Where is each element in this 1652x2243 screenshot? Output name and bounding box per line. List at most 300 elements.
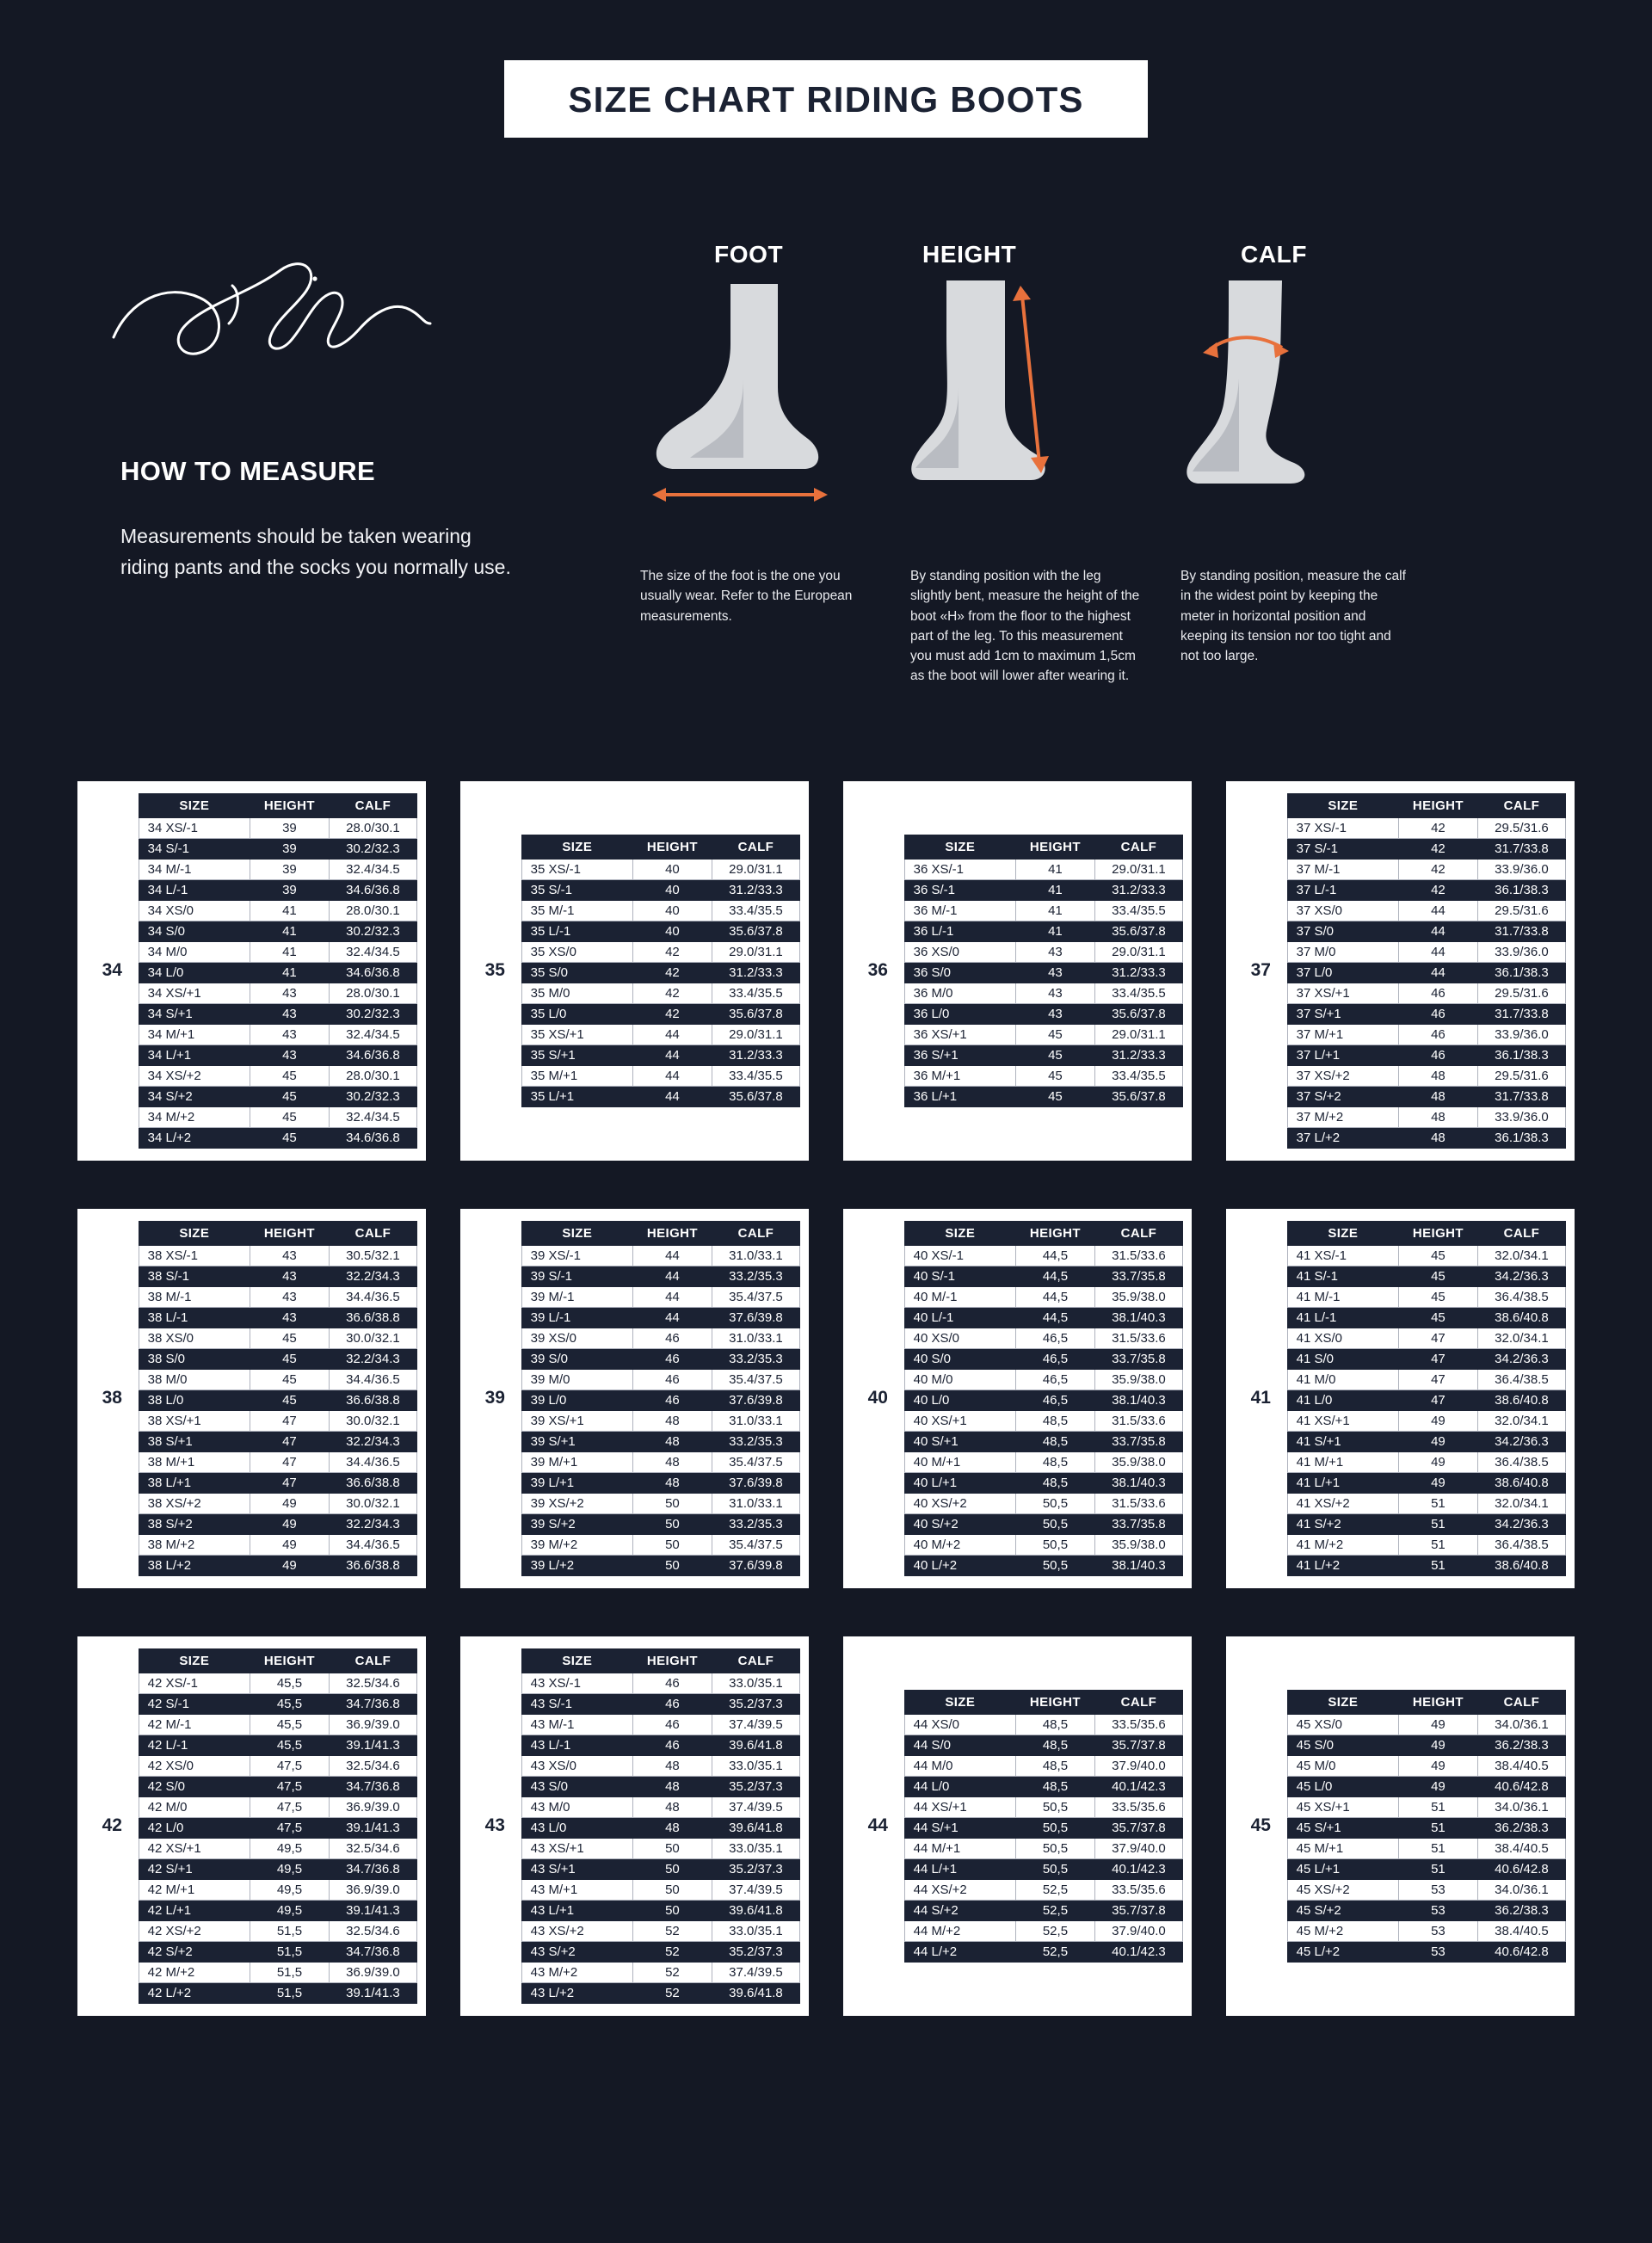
table-cell: 40: [632, 879, 712, 900]
table-cell: 36 M/+1: [904, 1065, 1015, 1086]
table-cell: 52,5: [1015, 1879, 1094, 1900]
table-cell: 37 S/+2: [1287, 1086, 1398, 1106]
table-cell: 44 L/+2: [904, 1941, 1015, 1962]
table-row: [904, 962, 1182, 983]
table-cell: 37.4/39.5: [712, 1962, 799, 1982]
table-row: [521, 1266, 799, 1286]
table-cell: 45,5: [250, 1735, 329, 1755]
table-cell: 47,5: [250, 1796, 329, 1817]
table-cell: 33.2/35.3: [712, 1513, 799, 1534]
table-cell: 40.1/42.3: [1094, 1858, 1182, 1879]
table-cell: 45: [1398, 1245, 1477, 1266]
table-cell: 48: [632, 1776, 712, 1796]
size-table: [904, 835, 1183, 1107]
table-cell: 31.0/33.1: [712, 1410, 799, 1431]
table-cell: 31.2/33.3: [712, 1044, 799, 1065]
table-row: [904, 1390, 1182, 1410]
table-row: [904, 1858, 1182, 1879]
table-cell: 32.2/34.3: [329, 1431, 416, 1451]
size-table-label: 35: [484, 960, 505, 980]
table-cell: 39 L/0: [521, 1390, 632, 1410]
table-cell: 37.4/39.5: [712, 1714, 799, 1735]
table-cell: 45 L/+2: [1287, 1941, 1398, 1962]
table-cell: 38 L/+2: [139, 1555, 250, 1575]
table-row: [1287, 1431, 1565, 1451]
table-cell: 50,5: [1015, 1838, 1094, 1858]
table-row: [139, 1266, 416, 1286]
column-header: CALF: [712, 1648, 799, 1673]
table-row: [1287, 1245, 1565, 1266]
table-cell: 41 L/0: [1287, 1390, 1398, 1410]
table-cell: 36.9/39.0: [329, 1714, 416, 1735]
table-cell: 39 M/-1: [521, 1286, 632, 1307]
table-row: [904, 1266, 1182, 1286]
table-cell: 45 S/0: [1287, 1735, 1398, 1755]
table-cell: 42 S/+2: [139, 1941, 250, 1962]
table-cell: 36 S/-1: [904, 879, 1015, 900]
column-header: HEIGHT: [1015, 835, 1094, 859]
table-row: [1287, 1065, 1565, 1086]
size-table-label: 34: [102, 960, 122, 980]
size-table: [1287, 793, 1566, 1149]
table-row: [904, 1024, 1182, 1044]
table-row: [521, 1555, 799, 1575]
table-cell: 44,5: [1015, 1307, 1094, 1328]
size-table: [139, 1648, 417, 2004]
table-cell: 40: [632, 859, 712, 879]
table-cell: 33.4/35.5: [1094, 900, 1182, 921]
table-row: [1287, 1348, 1565, 1369]
table-cell: 35.6/37.8: [712, 1003, 799, 1024]
table-row: [904, 1307, 1182, 1328]
table-row: [1287, 1879, 1565, 1900]
table-cell: 51: [1398, 1513, 1477, 1534]
table-cell: 49,5: [250, 1900, 329, 1920]
table-cell: 33.7/35.8: [1094, 1348, 1182, 1369]
table-cell: 31.7/33.8: [1477, 838, 1565, 859]
table-cell: 45 XS/0: [1287, 1714, 1398, 1735]
table-cell: 41 XS/+1: [1287, 1410, 1398, 1431]
table-cell: 52: [632, 1920, 712, 1941]
table-cell: 33.9/36.0: [1477, 941, 1565, 962]
table-cell: 40.6/42.8: [1477, 1776, 1565, 1796]
table-row: [1287, 1513, 1565, 1534]
table-cell: 35.9/38.0: [1094, 1286, 1182, 1307]
table-header-row: [139, 1221, 416, 1245]
table-cell: 34 XS/-1: [139, 817, 250, 838]
table-row: [1287, 1266, 1565, 1286]
table-cell: 36.2/38.3: [1477, 1900, 1565, 1920]
table-cell: 45 XS/+2: [1287, 1879, 1398, 1900]
size-table-block: [843, 1636, 1192, 2016]
table-cell: 39.6/41.8: [712, 1982, 799, 2003]
table-cell: 38 L/0: [139, 1390, 250, 1410]
table-cell: 47,5: [250, 1755, 329, 1776]
table-cell: 43 XS/-1: [521, 1673, 632, 1693]
table-header-row: [904, 835, 1182, 859]
table-cell: 35.4/37.5: [712, 1534, 799, 1555]
table-row: [139, 1307, 416, 1328]
table-row: [139, 859, 416, 879]
table-cell: 42 XS/+2: [139, 1920, 250, 1941]
table-cell: 37 M/0: [1287, 941, 1398, 962]
table-cell: 37 L/0: [1287, 962, 1398, 983]
table-cell: 33.2/35.3: [712, 1348, 799, 1369]
table-cell: 41 M/+1: [1287, 1451, 1398, 1472]
column-header: HEIGHT: [1398, 1690, 1477, 1714]
table-cell: 29.5/31.6: [1477, 1065, 1565, 1086]
size-table-block: [1226, 781, 1575, 1161]
table-cell: 39: [250, 817, 329, 838]
table-cell: 50: [632, 1513, 712, 1534]
table-cell: 30.2/32.3: [329, 921, 416, 941]
table-header-row: [139, 1648, 416, 1673]
column-header: HEIGHT: [250, 1221, 329, 1245]
table-cell: 36.4/38.5: [1477, 1369, 1565, 1390]
table-row: [139, 1900, 416, 1920]
table-cell: 31.2/33.3: [712, 962, 799, 983]
table-cell: 43 S/-1: [521, 1693, 632, 1714]
page-title: SIZE CHART RIDING BOOTS: [504, 60, 1147, 138]
table-cell: 50,5: [1015, 1513, 1094, 1534]
how-to-measure-text: Measurements should be taken wearing riding pants and the socks you normally use.: [120, 525, 511, 578]
table-row: [1287, 1106, 1565, 1127]
table-cell: 29.5/31.6: [1477, 817, 1565, 838]
table-cell: 29.0/31.1: [712, 941, 799, 962]
column-header: SIZE: [904, 835, 1015, 859]
table-cell: 36.6/38.8: [329, 1307, 416, 1328]
table-cell: 48,5: [1015, 1451, 1094, 1472]
table-cell: 51: [1398, 1493, 1477, 1513]
table-cell: 33.7/35.8: [1094, 1431, 1182, 1451]
table-cell: 34 XS/0: [139, 900, 250, 921]
table-cell: 34 L/+2: [139, 1127, 250, 1148]
table-cell: 33.4/35.5: [1094, 983, 1182, 1003]
table-cell: 44 M/0: [904, 1755, 1015, 1776]
column-header: CALF: [329, 793, 416, 817]
table-cell: 39 L/-1: [521, 1307, 632, 1328]
table-row: [139, 1838, 416, 1858]
table-row: [904, 1348, 1182, 1369]
table-cell: 31.2/33.3: [1094, 879, 1182, 900]
table-cell: 34.2/36.3: [1477, 1431, 1565, 1451]
table-cell: 40 M/+1: [904, 1451, 1015, 1472]
table-row: [1287, 1003, 1565, 1024]
table-cell: 32.5/34.6: [329, 1838, 416, 1858]
table-cell: 44: [1398, 941, 1477, 962]
table-cell: 29.0/31.1: [712, 859, 799, 879]
table-row: [139, 817, 416, 838]
table-row: [139, 1982, 416, 2003]
size-table: [904, 1221, 1183, 1576]
table-cell: 46: [1398, 1024, 1477, 1044]
table-cell: 35.9/38.0: [1094, 1451, 1182, 1472]
table-row: [1287, 1024, 1565, 1044]
table-row: [904, 1431, 1182, 1451]
table-cell: 36.2/38.3: [1477, 1817, 1565, 1838]
table-row: [904, 941, 1182, 962]
table-cell: 43 L/-1: [521, 1735, 632, 1755]
table-cell: 35.9/38.0: [1094, 1534, 1182, 1555]
table-cell: 39.1/41.3: [329, 1817, 416, 1838]
calf-illustration: [1180, 275, 1413, 551]
table-cell: 53: [1398, 1879, 1477, 1900]
table-cell: 34.0/36.1: [1477, 1879, 1565, 1900]
table-cell: 38.6/40.8: [1477, 1390, 1565, 1410]
table-cell: 43: [250, 983, 329, 1003]
table-row: [904, 1286, 1182, 1307]
table-cell: 43 XS/0: [521, 1755, 632, 1776]
table-cell: 34.2/36.3: [1477, 1266, 1565, 1286]
table-cell: 46: [632, 1693, 712, 1714]
table-cell: 50,5: [1015, 1555, 1094, 1575]
table-cell: 38.4/40.5: [1477, 1755, 1565, 1776]
table-cell: 32.4/34.5: [329, 1024, 416, 1044]
table-cell: 44 L/0: [904, 1776, 1015, 1796]
table-cell: 44: [1398, 921, 1477, 941]
table-cell: 45 S/+1: [1287, 1817, 1398, 1838]
table-cell: 43 XS/+1: [521, 1838, 632, 1858]
table-row: [139, 1534, 416, 1555]
table-row: [904, 1941, 1182, 1962]
how-to-measure-title: HOW TO MEASURE: [120, 456, 376, 486]
size-table-block: [460, 781, 809, 1161]
size-table: [521, 1648, 800, 2004]
size-table-label: 44: [867, 1815, 888, 1835]
table-cell: 39.6/41.8: [712, 1735, 799, 1755]
table-cell: 49,5: [250, 1838, 329, 1858]
table-cell: 34.6/36.8: [329, 962, 416, 983]
table-cell: 32.4/34.5: [329, 859, 416, 879]
table-cell: 45: [250, 1348, 329, 1369]
table-cell: 38 M/+2: [139, 1534, 250, 1555]
table-row: [139, 962, 416, 983]
height-illustration: [910, 275, 1143, 551]
table-cell: 45: [1015, 1065, 1094, 1086]
table-cell: 48,5: [1015, 1472, 1094, 1493]
table-row: [904, 1735, 1182, 1755]
table-cell: 38 S/0: [139, 1348, 250, 1369]
table-cell: 33.7/35.8: [1094, 1266, 1182, 1286]
table-row: [1287, 1920, 1565, 1941]
table-row: [904, 1369, 1182, 1390]
table-cell: 31.0/33.1: [712, 1493, 799, 1513]
size-table: [521, 835, 800, 1107]
table-cell: 28.0/30.1: [329, 817, 416, 838]
table-cell: 48: [632, 1451, 712, 1472]
table-row: [1287, 1714, 1565, 1735]
table-cell: 38.6/40.8: [1477, 1307, 1565, 1328]
table-cell: 46: [632, 1735, 712, 1755]
table-cell: 52,5: [1015, 1900, 1094, 1920]
table-cell: 38.1/40.3: [1094, 1472, 1182, 1493]
table-row: [139, 1086, 416, 1106]
table-cell: 28.0/30.1: [329, 900, 416, 921]
size-table-block: [843, 1209, 1192, 1588]
table-row: [904, 1086, 1182, 1106]
column-header: HEIGHT: [1015, 1690, 1094, 1714]
table-header-row: [1287, 1221, 1565, 1245]
table-cell: 46,5: [1015, 1348, 1094, 1369]
table-cell: 46: [632, 1348, 712, 1369]
table-cell: 34 XS/+1: [139, 983, 250, 1003]
table-row: [521, 1451, 799, 1472]
table-row: [521, 1390, 799, 1410]
table-cell: 41: [250, 941, 329, 962]
table-row: [1287, 1776, 1565, 1796]
table-cell: 34.4/36.5: [329, 1451, 416, 1472]
table-cell: 41 S/0: [1287, 1348, 1398, 1369]
table-row: [1287, 1410, 1565, 1431]
table-cell: 41: [250, 962, 329, 983]
column-header: CALF: [712, 835, 799, 859]
table-cell: 41 L/-1: [1287, 1307, 1398, 1328]
table-cell: 34.6/36.8: [329, 1127, 416, 1148]
table-row: [521, 1755, 799, 1776]
table-cell: 43 XS/+2: [521, 1920, 632, 1941]
table-cell: 35 L/+1: [521, 1086, 632, 1106]
table-cell: 33.4/35.5: [712, 1065, 799, 1086]
table-cell: 34.7/36.8: [329, 1693, 416, 1714]
table-cell: 34 S/+1: [139, 1003, 250, 1024]
table-row: [1287, 983, 1565, 1003]
table-row: [139, 921, 416, 941]
table-cell: 33.9/36.0: [1477, 859, 1565, 879]
table-header-row: [521, 1648, 799, 1673]
table-cell: 43: [1015, 941, 1094, 962]
size-table: [1287, 1690, 1566, 1963]
table-row: [139, 1369, 416, 1390]
table-cell: 30.0/32.1: [329, 1493, 416, 1513]
table-row: [1287, 1941, 1565, 1962]
table-cell: 34.2/36.3: [1477, 1513, 1565, 1534]
table-header-row: [904, 1221, 1182, 1245]
table-cell: 36.6/38.8: [329, 1390, 416, 1410]
table-cell: 31.7/33.8: [1477, 1086, 1565, 1106]
table-cell: 33.9/36.0: [1477, 1024, 1565, 1044]
table-row: [904, 1044, 1182, 1065]
table-cell: 32.2/34.3: [329, 1266, 416, 1286]
table-cell: 41 M/+2: [1287, 1534, 1398, 1555]
table-cell: 41 S/-1: [1287, 1266, 1398, 1286]
table-cell: 33.4/35.5: [712, 900, 799, 921]
table-row: [1287, 1755, 1565, 1776]
table-cell: 35.7/37.8: [1094, 1817, 1182, 1838]
table-cell: 38 XS/+1: [139, 1410, 250, 1431]
table-cell: 44 XS/+2: [904, 1879, 1015, 1900]
table-cell: 45: [1398, 1307, 1477, 1328]
diagram-calf-caption: By standing position, measure the calf in the widest point by keeping the meter in horizontal position and keeping its tension nor too tight and not too large.: [1180, 569, 1406, 663]
table-row: [521, 1065, 799, 1086]
table-cell: 50,5: [1015, 1493, 1094, 1513]
table-cell: 41: [1015, 900, 1094, 921]
table-cell: 47: [1398, 1369, 1477, 1390]
table-cell: 48: [1398, 1127, 1477, 1148]
table-row: [521, 1776, 799, 1796]
table-header-row: [1287, 1690, 1565, 1714]
table-cell: 36.9/39.0: [329, 1962, 416, 1982]
table-cell: 45: [1398, 1266, 1477, 1286]
table-cell: 30.2/32.3: [329, 1003, 416, 1024]
table-cell: 39 L/+1: [521, 1472, 632, 1493]
table-cell: 31.2/33.3: [1094, 1044, 1182, 1065]
table-cell: 38 S/+2: [139, 1513, 250, 1534]
size-table-label: 43: [484, 1815, 505, 1835]
table-cell: 40 M/-1: [904, 1286, 1015, 1307]
table-cell: 32.4/34.5: [329, 1106, 416, 1127]
table-cell: 49: [1398, 1735, 1477, 1755]
table-row: [521, 1286, 799, 1307]
table-cell: 28.0/30.1: [329, 983, 416, 1003]
table-cell: 35.4/37.5: [712, 1369, 799, 1390]
table-cell: 38.1/40.3: [1094, 1390, 1182, 1410]
table-row: [904, 1817, 1182, 1838]
table-row: [521, 1024, 799, 1044]
table-cell: 40 XS/-1: [904, 1245, 1015, 1266]
table-row: [904, 1776, 1182, 1796]
table-cell: 29.0/31.1: [712, 1024, 799, 1044]
table-cell: 42 XS/+1: [139, 1838, 250, 1858]
table-cell: 38 L/-1: [139, 1307, 250, 1328]
table-row: [139, 1472, 416, 1493]
table-cell: 32.5/34.6: [329, 1920, 416, 1941]
table-cell: 31.0/33.1: [712, 1328, 799, 1348]
table-cell: 29.0/31.1: [1094, 1024, 1182, 1044]
table-cell: 44: [632, 1086, 712, 1106]
table-cell: 45: [250, 1065, 329, 1086]
foot-illustration: [640, 275, 872, 551]
table-cell: 31.7/33.8: [1477, 921, 1565, 941]
table-cell: 41 M/-1: [1287, 1286, 1398, 1307]
table-cell: 52: [632, 1941, 712, 1962]
table-cell: 50,5: [1015, 1817, 1094, 1838]
table-cell: 43 L/+2: [521, 1982, 632, 2003]
table-cell: 34 S/-1: [139, 838, 250, 859]
size-table-block: [460, 1209, 809, 1588]
table-cell: 45: [250, 1086, 329, 1106]
column-header: HEIGHT: [632, 1221, 712, 1245]
table-cell: 35.2/37.3: [712, 1776, 799, 1796]
table-row: [904, 1493, 1182, 1513]
table-cell: 44 XS/+1: [904, 1796, 1015, 1817]
table-cell: 36.1/38.3: [1477, 1127, 1565, 1148]
table-cell: 35.2/37.3: [712, 1858, 799, 1879]
table-row: [904, 1900, 1182, 1920]
table-cell: 45: [1015, 1086, 1094, 1106]
diagram-calf-title: CALF: [1241, 241, 1308, 268]
size-table-label: 37: [1250, 960, 1271, 980]
table-cell: 39 S/+1: [521, 1431, 632, 1451]
table-cell: 44: [632, 1024, 712, 1044]
table-cell: 37.4/39.5: [712, 1796, 799, 1817]
table-cell: 39.1/41.3: [329, 1900, 416, 1920]
table-cell: 35.2/37.3: [712, 1941, 799, 1962]
table-cell: 51,5: [250, 1920, 329, 1941]
table-cell: 51: [1398, 1838, 1477, 1858]
diagram-height: [910, 241, 1143, 687]
table-cell: 36 S/+1: [904, 1044, 1015, 1065]
table-row: [521, 1431, 799, 1451]
table-cell: 36.2/38.3: [1477, 1735, 1565, 1755]
table-cell: 38.4/40.5: [1477, 1920, 1565, 1941]
table-row: [521, 1044, 799, 1065]
table-row: [139, 879, 416, 900]
column-header: SIZE: [139, 793, 250, 817]
table-cell: 44,5: [1015, 1245, 1094, 1266]
table-cell: 36.1/38.3: [1477, 962, 1565, 983]
table-cell: 49: [1398, 1472, 1477, 1493]
table-row: [1287, 1735, 1565, 1755]
